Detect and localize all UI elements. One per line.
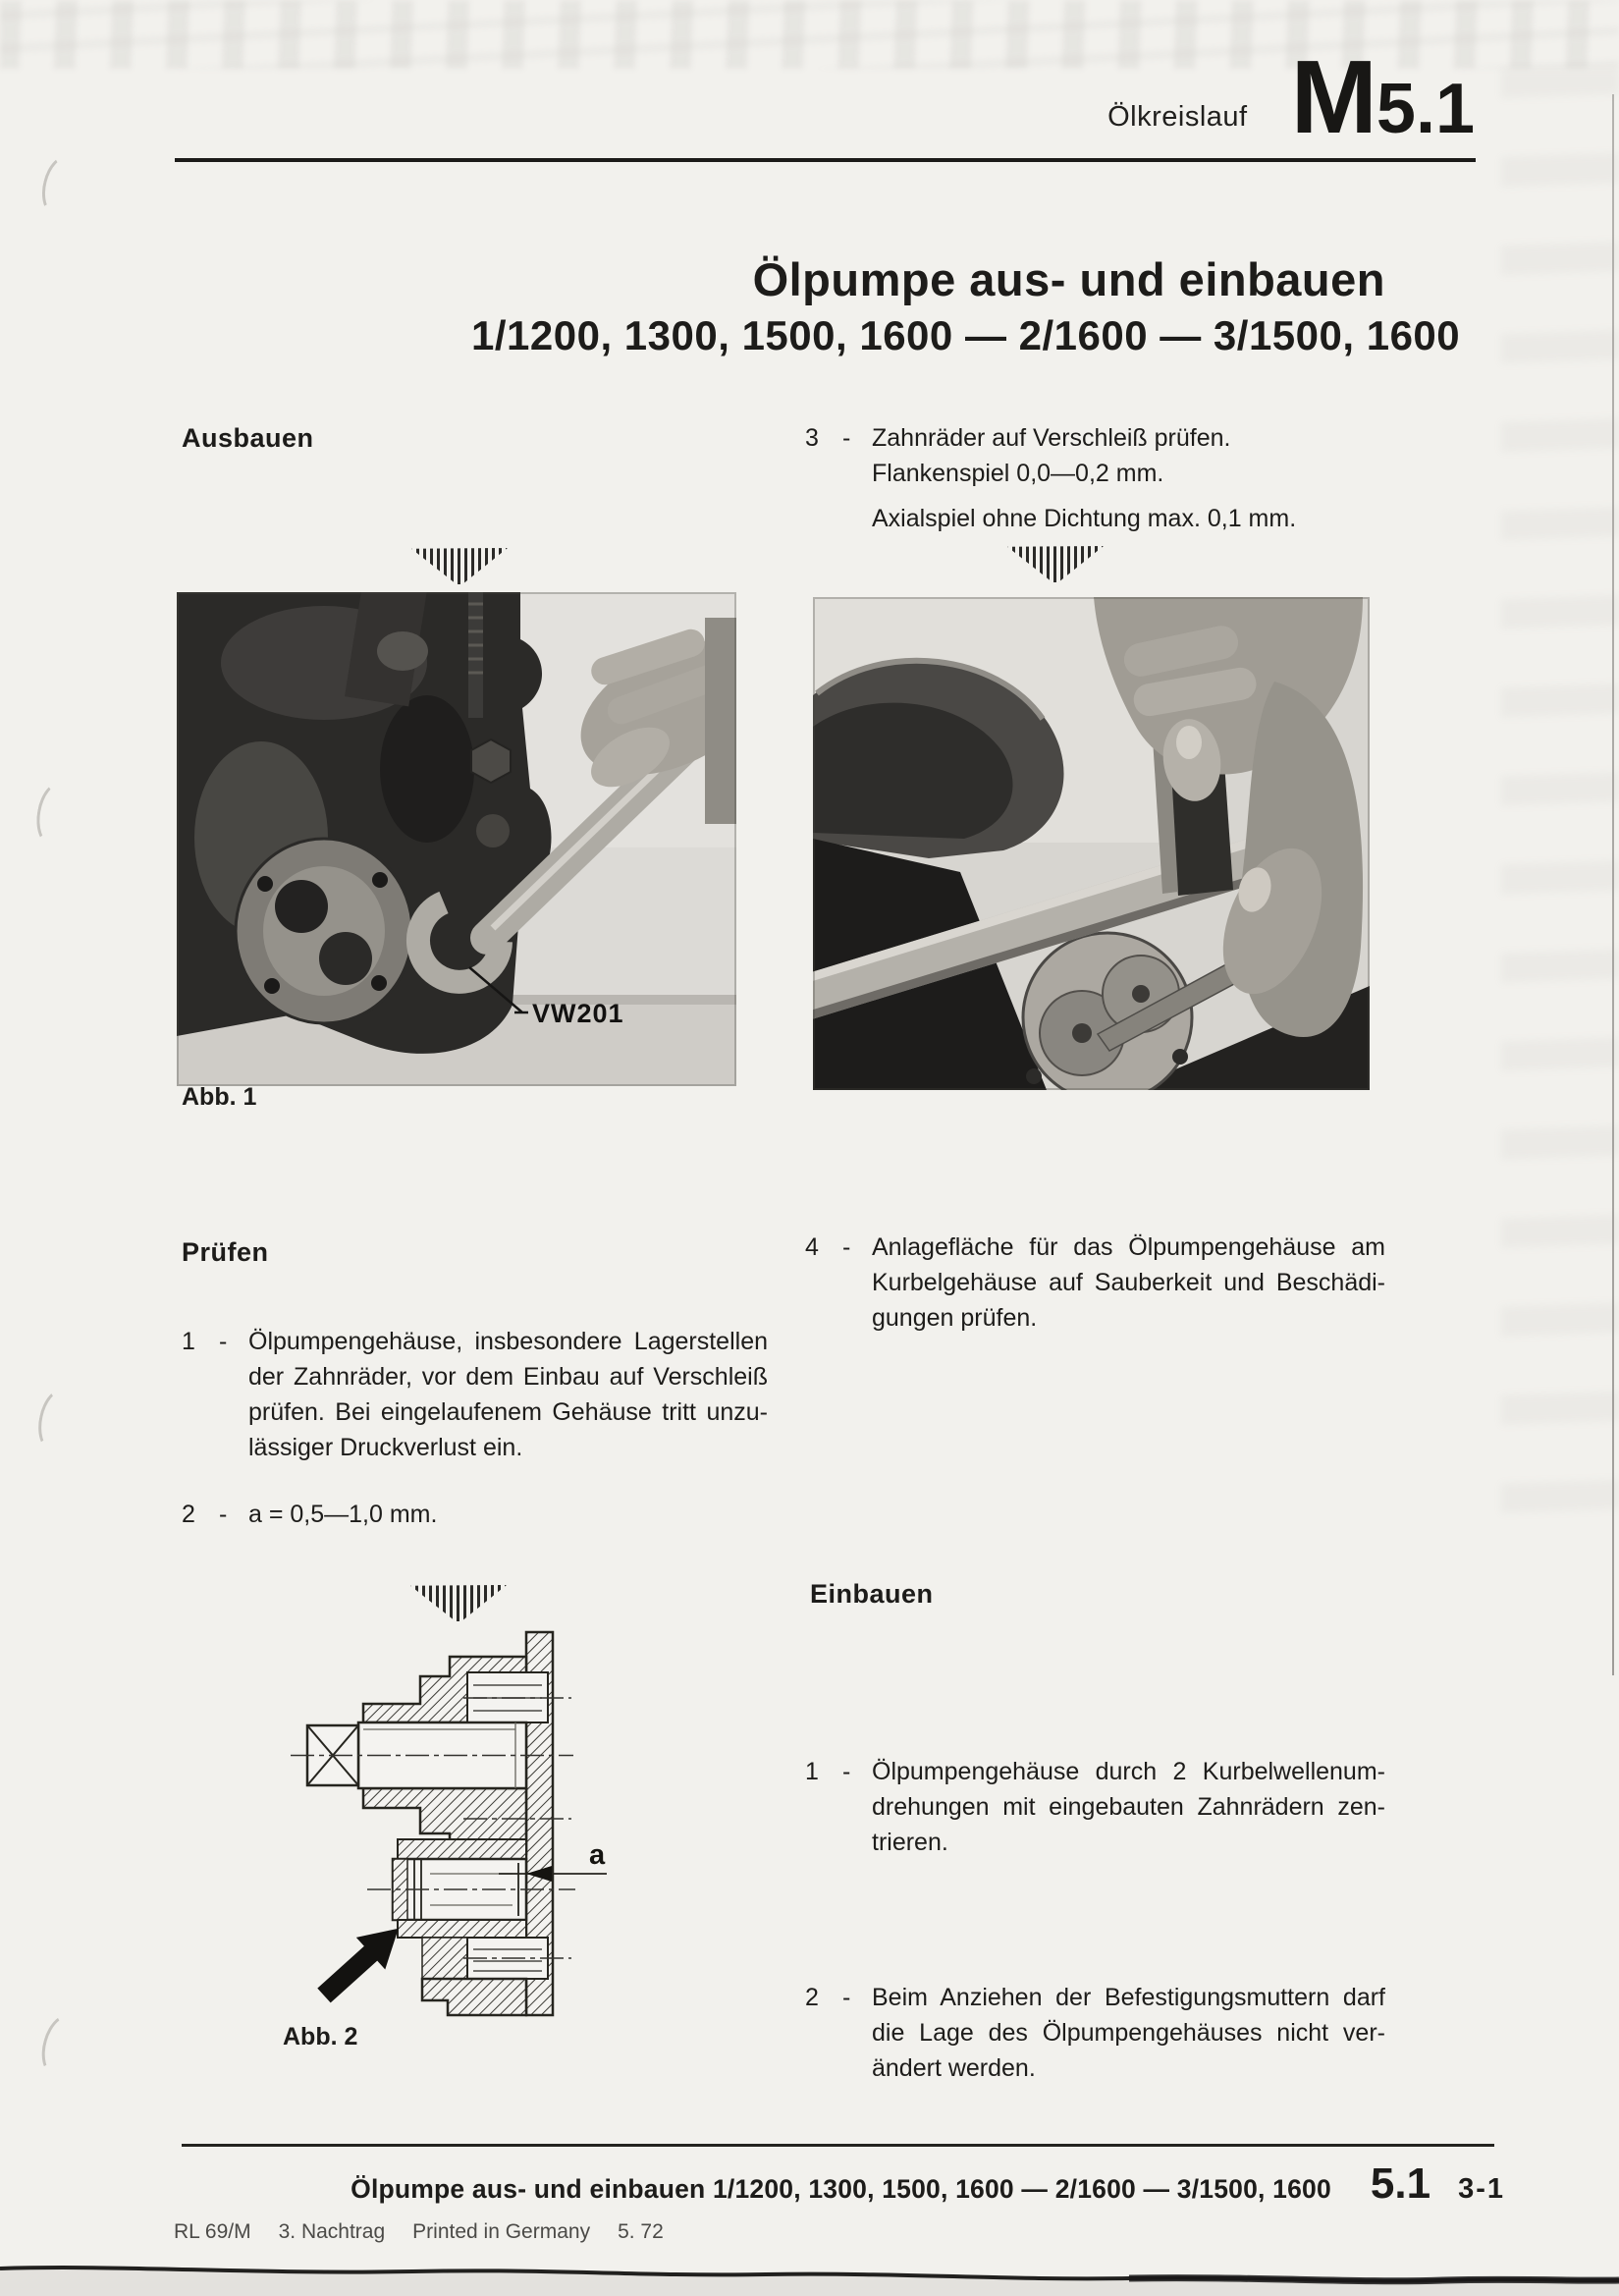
- page-curl-mark: [32, 779, 81, 849]
- heading-pruefen: Prüfen: [182, 1237, 269, 1267]
- item-line: Flankenspiel 0,0—0,2 mm.: [872, 460, 1164, 487]
- item-line: Anlagefläche für das Ölpumpengehäuse am: [872, 1233, 1385, 1261]
- item-install-1: [805, 1754, 1385, 1860]
- page-header: [177, 39, 1475, 155]
- item-line: der Zahnräder, vor dem Einbau auf Verschleiß: [248, 1363, 768, 1391]
- page-curl-mark: [35, 2009, 91, 2082]
- footer-rule: [182, 2144, 1494, 2147]
- title-line1: Ölpumpe aus- und einbauen: [752, 253, 1385, 305]
- imprint-part: RL 69/M: [174, 2220, 251, 2243]
- item-line: die Lage des Ölpumpengehäuses nicht ver-: [872, 2019, 1385, 2047]
- page-curl-mark: [33, 1386, 81, 1454]
- item-dash: -: [842, 424, 851, 452]
- photo-pointer-icon: [1005, 546, 1106, 582]
- page-curl-mark: [36, 152, 85, 220]
- item-number: 2: [182, 1501, 195, 1528]
- page-edge-line: [1612, 94, 1614, 1675]
- fig1-caption: Abb. 1: [182, 1083, 257, 1111]
- section-code-number: 5.1: [1376, 70, 1475, 148]
- header-rule: [175, 158, 1476, 162]
- item-remove-3: [805, 420, 1385, 536]
- imprint-part: Printed in Germany: [412, 2220, 591, 2243]
- item-line: prüfen. Bei eingelaufenem Gehäuse tritt unzu-: [248, 1398, 768, 1426]
- item-text: [872, 1980, 1385, 2086]
- item-line: ändert werden.: [872, 2054, 1036, 2082]
- title-line2: 1/1200, 1300, 1500, 1600 — 2/1600 — 3/1500, 1600: [471, 312, 1461, 359]
- item-number: 2: [805, 1984, 819, 2011]
- item-dash: -: [219, 1501, 228, 1528]
- figure-2-drawing: [265, 1561, 756, 2082]
- item-text: [872, 420, 1385, 536]
- nut: [471, 739, 511, 783]
- item-number: 3: [805, 424, 819, 452]
- heading-ausbauen: Ausbauen: [182, 423, 314, 453]
- item-line: gungen prüfen.: [872, 1304, 1038, 1332]
- imprint-part: 5. 72: [618, 2220, 664, 2243]
- scan-bottom-edge: [0, 2251, 1619, 2296]
- fig2-dim-label: a: [589, 1839, 606, 1871]
- item-line: Kurbelgehäuse auf Sauberkeit und Beschädi-: [872, 1269, 1385, 1296]
- item-line: Axialspiel ohne Dichtung max. 0,1 mm.: [872, 505, 1297, 532]
- item-text: [872, 1230, 1385, 1336]
- item-text: [872, 1754, 1385, 1860]
- page-footer: [295, 2159, 1505, 2208]
- fig2-caption: Abb. 2: [283, 2023, 358, 2050]
- heading-einbauen: Einbauen: [810, 1579, 934, 1609]
- housing-bottom: [422, 1979, 526, 2015]
- item-line: drehungen mit eingebauten Zahnrädern zen-: [872, 1793, 1385, 1821]
- item-check-4: [805, 1230, 1385, 1336]
- footer-code: 5.1: [1370, 2159, 1431, 2208]
- item-number: 1: [182, 1328, 195, 1355]
- item-dash: -: [219, 1328, 228, 1355]
- housing-band: [422, 1938, 467, 1979]
- item-text: [248, 1324, 768, 1465]
- page-title: [471, 253, 1461, 359]
- item-line: trieren.: [872, 1829, 948, 1856]
- scan-noise-right: [1501, 69, 1619, 1542]
- item-check-1: [182, 1324, 768, 1465]
- section-code-letter: M: [1290, 39, 1375, 155]
- item-dash: -: [842, 1984, 851, 2011]
- item-text: a = 0,5—1,0 mm.: [248, 1501, 438, 1528]
- oil-pump-flange: [236, 839, 412, 1023]
- item-dash: -: [842, 1758, 851, 1785]
- item-line: Ölpumpengehäuse, insbesondere Lagerstellen: [248, 1328, 768, 1355]
- fig1-tool-label: VW201: [532, 999, 624, 1028]
- figure-measuring-photo: [813, 597, 1370, 1090]
- section-label: Ölkreislauf: [1107, 101, 1248, 133]
- housing-mid-band: [398, 1839, 526, 1859]
- item-line: lässiger Druckverlust ein.: [248, 1434, 523, 1461]
- housing-band: [398, 1920, 526, 1938]
- footer-page-ref: 3-1: [1458, 2173, 1505, 2205]
- item-number: 1: [805, 1758, 819, 1785]
- item-number: 4: [805, 1233, 819, 1261]
- item-line: Beim Anziehen der Befestigungsmuttern darf: [872, 1984, 1385, 2011]
- figure-1-photo: [177, 592, 736, 1086]
- item-line: Ölpumpengehäuse durch 2 Kurbelwellenum-: [872, 1758, 1385, 1785]
- item-install-2: [805, 1980, 1385, 2086]
- item-dash: -: [842, 1233, 851, 1261]
- imprint-part: 3. Nachtrag: [278, 2220, 386, 2243]
- footer-title: Ölpumpe aus- und einbauen 1/1200, 1300, 1500, 1600 — 2/1600 — 3/1500, 1600: [351, 2174, 1331, 2204]
- item-line: Zahnräder auf Verschleiß prüfen.: [872, 424, 1231, 452]
- item-check-2: [182, 1497, 768, 1532]
- imprint: [174, 2220, 664, 2244]
- photo-pointer-icon: [409, 548, 510, 584]
